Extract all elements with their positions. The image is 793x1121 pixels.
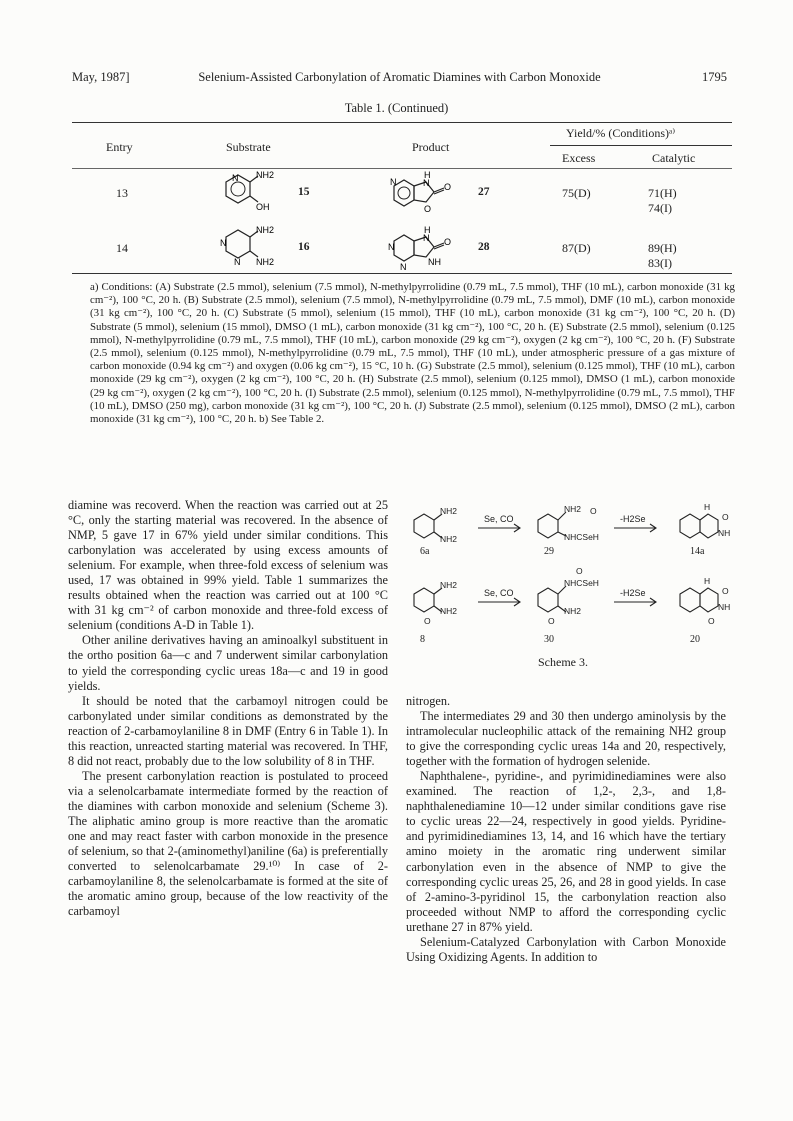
scheme-30-nhcseh: NHCSeH [564,578,599,588]
reagent-label: Se, CO [484,588,514,598]
ring-o-label: O [424,204,432,214]
ring-n-label: N [390,177,397,187]
table-top-rule [72,122,732,123]
n-label: N [423,178,430,188]
scheme-20-o: O [722,586,729,596]
scheme-8-o: O [424,616,431,626]
excess-yield-14: 87(D) [562,241,591,255]
scheme-14a-h: H [704,502,711,512]
catalytic-yield-14-h: 89(H) [648,241,677,255]
scheme-29-nh2: NH2 [564,504,582,514]
substrate-16-number: 16 [298,241,310,253]
paragraph: Naphthalene-, pyridine-, and pyrimidinediamines were also examined. The reaction of 1,2-, 2,3-, and 1,8-naphthalenediamine 10—12 under similar conditions gave rise to cyclic ureas 22—24, respectively in good yields. Pyridine- and pyrimidinediamines 13, 14, and 16 which have the tertiary amino moiety in the aromatic ring underwent similar carbonylation even in the absence of NMP to give the corresponding cyclic ureas 25, 26, and 28 in good yields. In case of 2-amino-3-pyridinol 15, the carbonylation reaction also proceeded without NMP to afford the corresponding cyclic urethane 27 in 87% yield. [406,769,726,934]
header-catalytic: Catalytic [652,151,696,165]
ring-n-label: N [220,238,227,248]
scheme-6a-nh2-bottom: NH2 [440,534,458,544]
ring-n-label: N [232,173,239,183]
compound-label: 29 [544,546,554,557]
oh-label: OH [256,202,270,212]
scheme-3-diagram [408,502,738,652]
compound-label: 8 [420,634,425,645]
scheme-20-nh: NH [718,602,731,612]
entry-13: 13 [116,186,128,200]
compound-label: 30 [544,634,554,645]
scheme-20-o-bottom: O [708,616,715,626]
entry-14: 14 [116,241,128,255]
compound-label: 6a [420,546,430,557]
catalytic-yield-14-i: 83(I) [648,256,672,270]
elimination-label: -H2Se [620,514,646,524]
product-28-structure [384,223,468,275]
scheme-caption: Scheme 3. [538,655,588,669]
substrate-16-structure [208,225,278,273]
catalytic-yield-13-h: 71(H) [648,186,677,200]
h-label: H [424,225,431,235]
scheme-29-nhcseh: NHCSeH [564,532,599,542]
scheme-8-nh2: NH2 [440,580,458,590]
product-28-number: 28 [478,241,490,253]
reagent-label: Se, CO [484,514,514,524]
scheme-30-o: O [548,616,555,626]
substrate-15-structure [208,170,278,218]
scheme-20-h: H [704,576,711,586]
o-label: O [444,237,452,247]
paragraph: diamine was recoverd. When the reaction was carried out at 25 °C, only the starting material was recovered. In the absence of NMP, 5 gave 17 in 67% yield under similar conditions. This carbonylation was accelerated by using excess amounts of selenium. For example, when three-fold excess of selenium was used, 17 was obtained in 99% yield. Table 1 summarizes the results obtained when the reaction was carried out at 100 °C with 31 kg cm⁻² of carbon monoxide and three-fold excess of selenium (conditions A-D in Table 1). [68,498,388,633]
header-title: Selenium-Assisted Carbonylation of Aromatic Diamines with Carbon Monoxide [198,70,601,84]
ring-n-label: N [388,242,395,252]
yield-subheader-rule [550,145,732,146]
substrate-15-number: 15 [298,186,310,198]
paragraph: nitrogen. [406,694,451,708]
elimination-label: -H2Se [620,588,646,598]
table-footnote: a) Conditions: (A) Substrate (2.5 mmol), selenium (7.5 mmol), N-methylpyrrolidine (0.79 mL, 7.5 mmol), THF (10 mL), carbon monoxide (31 kg cm⁻²), 100 °C, 20 h. (B) Substrate (2.5 mmol), selenium (7.5 mmol), N-methylpyrrolidine (0.79 mL, 7.5 mmol), DMF (10 mL), carbon monoxide (31 kg cm⁻²), 100 °C, 20 h. (C) Substrate (5 mmol), selenium (15 mmol), THF (10 mL), carbon monoxide (31 kg cm⁻²), 100 °C, 20 h. (D) Substrate (5 mmol), selenium (15 mmol), DMSO (1 mL), carbon monoxide (31 kg cm⁻²), 100 °C, 20 h. (E) Substrate (2.5 mmol), selenium (0.125 mmol), N-methylpyrrolidine (0.79 mL, 7.5 mmol), THF (10 mL), carbon monoxide (29 kg cm⁻²), oxygen (2 kg cm⁻²), 100 °C, 20 h. (F) Substrate (2.5 mmol), selenium (0.125 mmol), N-methylpyrrolidine (0.79 mL, 7.5 mmol), THF (10 mL), under atmospheric pressure of a gas mixture of carbon monoxide (0.94 kg cm⁻²) and oxygen (0.06 kg cm⁻²), 15 °C, 10 h. (G) Substrate (2.5 mmol), selenium (0.125 mmol), THF (10 mL), carbon monoxide (29 kg cm⁻²), oxygen (2 kg cm⁻²), 100 °C, 20 h. (H) Substrate (2.5 mmol), selenium (0.125 mmol), DMSO (1 mL), carbon monoxide (29 kg cm⁻²), oxygen (2 kg cm⁻²), 100 °C, 20 h. (I) Substrate (2.5 mmol), selenium (0.125 mmol), N-methylpyrrolidine (0.79 mL, 7.5 mmol), THF (10 mL), DMSO (250 mg), carbon monoxide (31 kg cm⁻²), 100 °C, 20 h. (J) Substrate (2.5 mmol), selenium (0.125 mmol), DMSO (2 mL), carbon monoxide (31 kg cm⁻²), 100 °C, 20 h. b) See Table 2. [90,281,735,426]
excess-yield-13: 75(D) [562,186,591,200]
n-label: N [423,233,430,243]
compound-label: 20 [690,634,700,645]
header-yield: Yield/% (Conditions)ᵃ⁾ [566,126,676,140]
scheme-14a-nh: NH [718,528,731,538]
scheme-30-o-top: O [576,566,583,576]
ring-n-label-2: N [234,257,241,267]
ring-n-label-2: N [400,262,407,272]
header-entry: Entry [106,140,133,154]
scheme-14a-o: O [722,512,729,522]
paragraph: Other aniline derivatives having an aminoalkyl substituent in the ortho position 6a—c and 7 underwent similar carbonylation to yield the corresponding cyclic ureas 18a—c and 19 in good yields. [68,633,388,693]
header-page-number: 1795 [702,70,727,84]
header-date: May, 1987] [72,70,130,84]
header-product: Product [412,140,450,154]
scheme-6a-nh2-top: NH2 [440,506,458,516]
paragraph: The present carbonylation reaction is postulated to proceed via a selenolcarbamate intermediate formed by the reaction of the diamines with carbon monoxide and selenium (Scheme 3). The aliphatic amino group is more reactive than the aromatic one and may react faster with carbon monoxide in the presence of selenium, so that 2-(aminomethyl)aniline (6a) is preferentially converted to selenolcarbamate 29.¹⁰⁾ In case of 2-carbamoylaniline 8, the selenolcarbamate is formed at the site of the aromatic amino group, because of the low reactivity of the carbamoyl [68,768,388,919]
nh2-label-2: NH2 [256,257,275,267]
scheme-29-o: O [590,506,597,516]
h-label: H [424,170,431,180]
product-27-number: 27 [478,186,490,198]
compound-label: 14a [690,546,705,557]
right-column [406,694,726,965]
nh-label: NH [428,257,441,267]
left-column [68,498,388,919]
product-27-structure [384,168,468,220]
nh2-label: NH2 [256,225,275,235]
nh2-label: NH2 [256,170,275,180]
o-label: O [444,182,452,192]
paragraph: Selenium-Catalyzed Carbonylation with Carbon Monoxide Using Oxidizing Agents. In addition to [406,934,726,964]
header-substrate: Substrate [226,140,271,154]
scheme-30-nh2: NH2 [564,606,582,616]
scheme-8-nh2-amide: NH2 [440,606,458,616]
table-caption: Table 1. (Continued) [344,101,449,115]
paragraph: It should be noted that the carbamoyl nitrogen could be carbonylated under similar conditions as demonstrated by the reaction of 2-carbamoylaniline 8 in DMF (Entry 6 in Table 1). In this reaction, unreacted starting material was recovered. In THF, 8 did not react, probably due to the low solubility of 8 in THF. [68,693,388,768]
header-excess: Excess [562,151,596,165]
paragraph: The intermediates 29 and 30 then undergo aminolysis by the intramolecular nucleophilic attack of the remaining NH2 group to give the corresponding cyclic ureas 14a and 20, respectively, together with the formation of hydrogen selenide. [406,709,726,769]
catalytic-yield-13-i: 74(I) [648,201,672,215]
